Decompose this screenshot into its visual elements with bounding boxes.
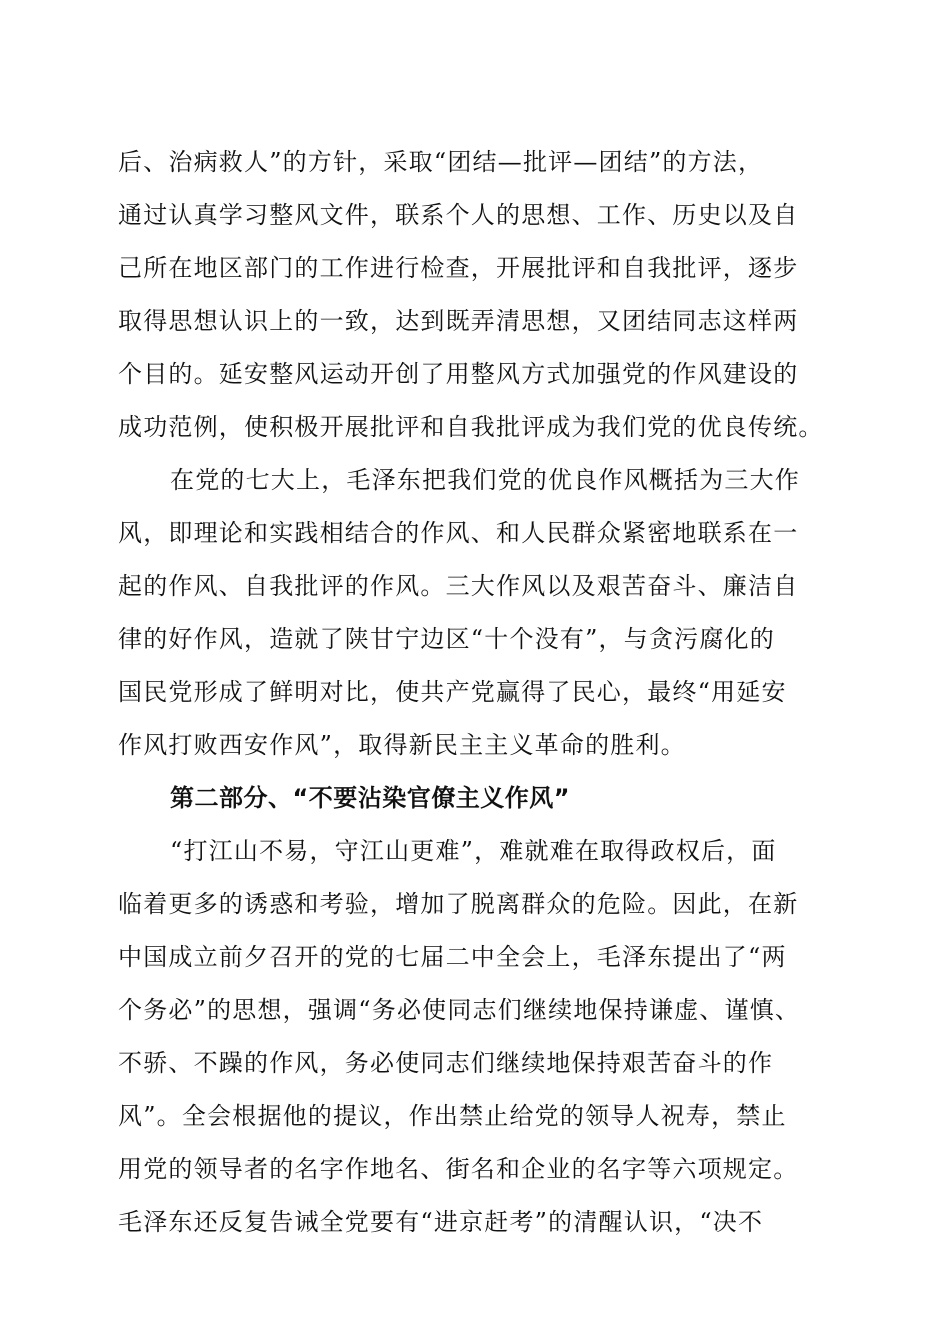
- body-text-line: 个目的。延安整风运动开创了用整风方式加强党的作风建设的: [118, 360, 799, 388]
- body-text-line: 不骄、不躁的作风，务必使同志们继续地保持艰苦奋斗的作: [118, 1049, 774, 1077]
- body-text-line: 作风打败西安作风”，取得新民主主义革命的胜利。: [118, 731, 686, 759]
- body-text-line: 毛泽东还反复告诫全党要有“进京赶考”的清醒认识，“决不: [118, 1208, 764, 1236]
- body-text-line: 个务必”的思想，强调“务必使同志们继续地保持谦虚、谨慎、: [118, 996, 801, 1024]
- body-text-line: 律的好作风，造就了陕甘宁边区“十个没有”，与贪污腐化的: [118, 625, 775, 653]
- body-text-line: 中国成立前夕召开的党的七届二中全会上，毛泽东提出了“两: [118, 943, 787, 971]
- body-text-line: 临着更多的诱惑和考验，增加了脱离群众的危险。因此，在新: [118, 890, 799, 918]
- paragraph-first-line: 在党的七大上，毛泽东把我们党的优良作风概括为三大作: [170, 466, 800, 494]
- body-text-line: 后、治病救人”的方针，采取“团结—批评—团结”的方法，: [118, 148, 764, 176]
- section-heading: 第二部分、“不要沾染官僚主义作风”: [170, 784, 571, 812]
- body-text-line: 通过认真学习整风文件，联系个人的思想、工作、历史以及自: [118, 201, 799, 229]
- body-text-line: 国民党形成了鲜明对比，使共产党赢得了民心，最终“用延安: [118, 678, 787, 706]
- paragraph-first-line: “打江山不易，守江山更难”，难就难在取得政权后，面: [170, 837, 777, 865]
- body-text-line: 起的作风、自我批评的作风。三大作风以及艰苦奋斗、廉洁自: [118, 572, 799, 600]
- body-text-line: 风”。全会根据他的提议，作出禁止给党的领导人祝寿，禁止: [118, 1102, 787, 1130]
- body-text-line: 用党的领导者的名字作地名、街名和企业的名字等六项规定。: [118, 1155, 799, 1183]
- body-text-line: 取得思想认识上的一致，达到既弄清思想，又团结同志这样两: [118, 307, 799, 335]
- body-text-line: 成功范例，使积极开展批评和自我批评成为我们党的优良传统。: [118, 413, 824, 441]
- body-text-line: 风，即理论和实践相结合的作风、和人民群众紧密地联系在一: [118, 519, 799, 547]
- body-text-line: 己所在地区部门的工作进行检查，开展批评和自我批评，逐步: [118, 254, 799, 282]
